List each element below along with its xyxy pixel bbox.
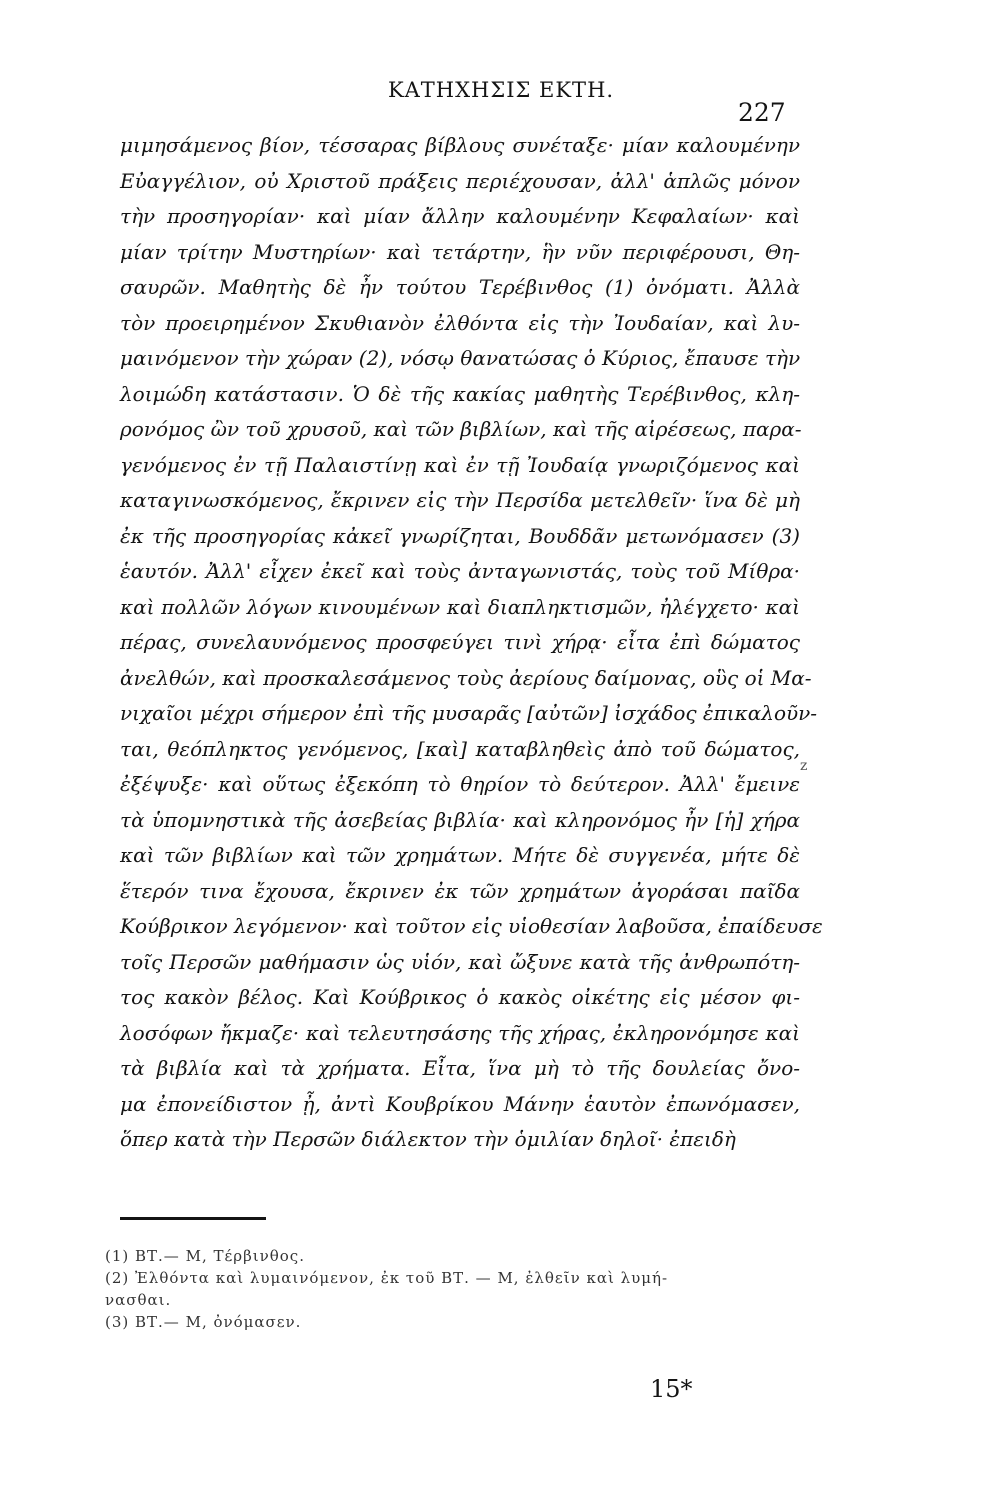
body-line: τὸν προειρημένον Σκυθιανὸν ἐλθόντα εἰς τὴν Ἰουδαίαν, καὶ λυ- bbox=[120, 310, 800, 335]
footnote-line: (1) ΒΤ.— Μ, Τέρβινθος. bbox=[105, 1247, 305, 1265]
body-line: λοσόφων ἤκμαζε· καὶ τελευτησάσης τῆς χήρας, ἐκληρονόμησε καὶ bbox=[120, 1020, 800, 1045]
margin-mark: z bbox=[800, 758, 808, 774]
footnote-line: (3) ΒΤ.— Μ, ὀνόμασεν. bbox=[105, 1313, 302, 1331]
body-line: τοῖς Περσῶν μαθήμασιν ὡς υἱόν, καὶ ὤξυνε κατὰ τῆς ἀνθρωπότη- bbox=[120, 949, 800, 974]
body-line: καὶ τῶν βιβλίων καὶ τῶν χρημάτων. Μήτε δὲ συγγενέα, μήτε δὲ bbox=[120, 843, 800, 867]
footnotes bbox=[105, 1245, 795, 1333]
body-line: μιμησάμενος βίον, τέσσαρας βίβλους συνέταξε· μίαν καλουμένην bbox=[120, 133, 800, 157]
running-header: ΚΑΤΗΧΗΣΙΣ ΕΚΤΗ. bbox=[387, 78, 615, 102]
body-line: τος κακὸν βέλος. Καὶ Κούβρικος ὁ κακὸς οἰκέτης εἰς μέσον φι- bbox=[120, 985, 800, 1009]
body-line: σαυρῶν. Μαθητὴς δὲ ἦν τούτου Τερέβινθος (1) ὀνόματι. Ἀλλὰ bbox=[120, 275, 800, 299]
body-line: ὅπερ κατὰ τὴν Περσῶν διάλεκτον τὴν ὁμιλίαν δηλοῖ· ἐπειδὴ bbox=[120, 1127, 736, 1151]
body-line: ἐκ τῆς προσηγορίας κἀκεῖ γνωρίζηται, Βουδδᾶν μετωνόμασεν (3) bbox=[120, 523, 800, 548]
footnote-line: νασθαι. bbox=[105, 1291, 172, 1309]
body-line: τὰ βιβλία καὶ τὰ χρήματα. Εἶτα, ἵνα μὴ τὸ τῆς δουλείας ὄνο- bbox=[120, 1056, 800, 1080]
body-line: ἐξέψυξε· καὶ οὕτως ἐξεκόπη τὸ θηρίον τὸ δεύτερον. Ἀλλ' ἔμεινε bbox=[120, 772, 800, 796]
body-line: Εὐαγγέλιον, οὐ Χριστοῦ πράξεις περιέχουσαν, ἀλλ' ἁπλῶς μόνον bbox=[120, 168, 800, 193]
body-line: ἑαυτόν. Ἀλλ' εἶχεν ἐκεῖ καὶ τοὺς ἀνταγωνιστάς, τοὺς τοῦ Μίθρα· bbox=[120, 559, 800, 583]
footnote-divider bbox=[120, 1217, 266, 1220]
body-line: πέρας, συνελαυνόμενος προσφεύγει τινὶ χήρᾳ· εἶτα ἐπὶ δώματος bbox=[120, 630, 800, 654]
body-line: τὴν προσηγορίαν· καὶ μίαν ἄλλην καλουμένην Κεφαλαίων· καὶ bbox=[120, 204, 800, 228]
body-line: ται, θεόπληκτος γενόμενος, [καὶ] καταβληθεὶς ἀπὸ τοῦ δώματος, bbox=[120, 736, 800, 761]
body-line: ἕτερόν τινα ἔχουσα, ἔκρινεν ἐκ τῶν χρημάτων ἀγοράσαι παῖδα bbox=[120, 878, 800, 903]
body-line: καταγινωσκόμενος, ἔκρινεν εἰς τὴν Περσίδα μετελθεῖν· ἵνα δὲ μὴ bbox=[120, 488, 800, 512]
body-text bbox=[120, 128, 823, 1158]
body-line: Κούβρικον λεγόμενον· καὶ τοῦτον εἰς υἱοθεσίαν λαβοῦσα, ἐπαίδευσε bbox=[120, 914, 823, 938]
printer-signature-mark: 15* bbox=[650, 1375, 693, 1403]
body-line: ρονόμος ὢν τοῦ χρυσοῦ, καὶ τῶν βιβλίων, καὶ τῆς αἱρέσεως, παρα- bbox=[120, 417, 802, 441]
body-line: μαινόμενον τὴν χώραν (2), νόσῳ θανατώσας ὁ Κύριος, ἔπαυσε τὴν bbox=[120, 346, 801, 370]
page-number: 227 bbox=[738, 98, 786, 127]
body-line: γενόμενος ἐν τῇ Παλαιστίνῃ καὶ ἐν τῇ Ἰουδαίᾳ γνωριζόμενος καὶ bbox=[120, 452, 800, 477]
footnote-line: (2) Ἐλθόντα καὶ λυμαινόμενον, ἐκ τοῦ ΒΤ. — Μ, ἐλθεῖν καὶ λυμή- bbox=[105, 1269, 669, 1287]
body-line: ἀνελθών, καὶ προσκαλεσάμενος τοὺς ἀερίους δαίμονας, οὓς οἱ Μα- bbox=[120, 665, 812, 690]
body-line: νιχαῖοι μέχρι σήμερον ἐπὶ τῆς μυσαρᾶς [αὐτῶν] ἰσχάδος ἐπικαλοῦν- bbox=[120, 701, 818, 725]
body-line: τὰ ὑπομνηστικὰ τῆς ἀσεβείας βιβλία· καὶ κληρονόμος ἦν [ἡ] χήρα bbox=[120, 807, 800, 832]
body-line: μίαν τρίτην Μυστηρίων· καὶ τετάρτην, ἣν νῦν περιφέρουσι, Θη- bbox=[120, 239, 800, 264]
body-line: καὶ πολλῶν λόγων κινουμένων καὶ διαπληκτισμῶν, ἠλέγχετο· καὶ bbox=[120, 594, 800, 619]
body-line: μα ἐπονείδιστον ᾖ, ἀντὶ Κουβρίκου Μάνην ἑαυτὸν ἐπωνόμασεν, bbox=[120, 1091, 800, 1116]
body-line: λοιμώδη κατάστασιν. Ὁ δὲ τῆς κακίας μαθητὴς Τερέβινθος, κλη- bbox=[120, 381, 800, 406]
